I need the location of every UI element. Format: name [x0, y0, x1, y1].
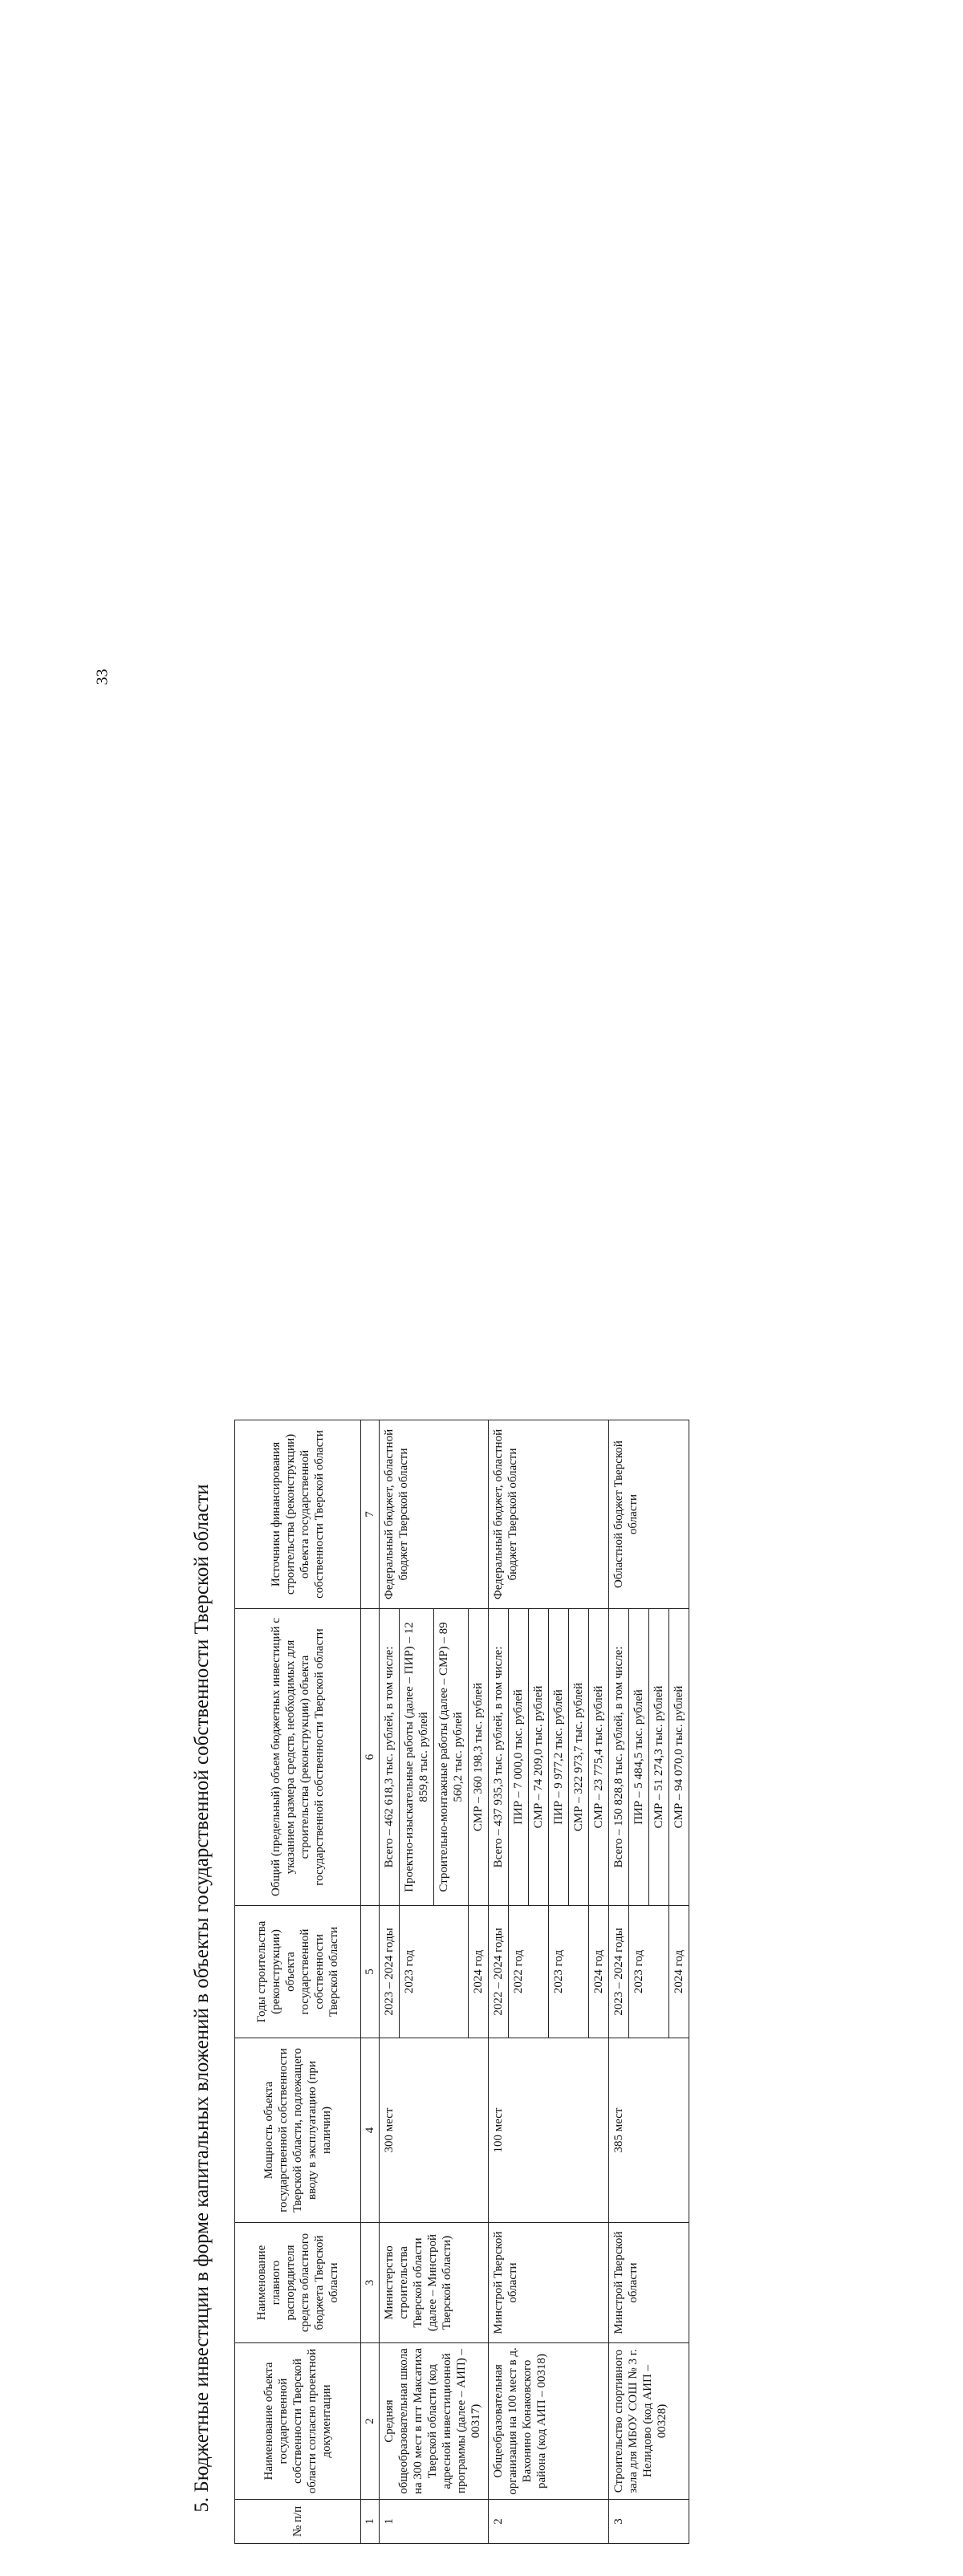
- amount-item: СМР – 23 775,4 тыс. рублей: [589, 1609, 609, 1906]
- page-title: 5. Бюджетные инвестиции в форме капитальных вложений в объекты государственной собственности Тверской области: [191, 1484, 213, 2513]
- total-amount: Всего – 462 618,3 тыс. рублей, в том числе:: [380, 1609, 400, 1906]
- year: 2023 год: [549, 1906, 589, 2038]
- amount-item: СМР – 322 973,7 тыс. рублей: [569, 1609, 589, 1906]
- page-number: 33: [93, 668, 112, 685]
- capacity: 300 мест: [380, 2038, 489, 2223]
- object-name: Средняя общеобразовательная школа на 300 мест в пгт Максатиха Тверской области (код адресной инвестиционной программы (далее – АИП) – 00317): [380, 2343, 489, 2500]
- header-cell: Общий (предельный) объем бюджетных инвестиций с указанием размера средств, необходимых для строительства (реконструкции) объекта государственной собственности Тверской области: [235, 1609, 361, 1906]
- column-number: 2: [361, 2343, 380, 2500]
- column-number: 7: [361, 1420, 380, 1609]
- year: 2024 год: [669, 1906, 689, 2038]
- capacity: 385 мест: [609, 2038, 689, 2223]
- column-number: 4: [361, 2038, 380, 2223]
- header-cell: Наименование объекта государственной собственности Тверской области согласно проектной документации: [235, 2343, 361, 2500]
- capacity: 100 мест: [489, 2038, 609, 2223]
- manager: Минстрой Тверской области: [609, 2223, 689, 2343]
- header-cell: Наименование главного распорядителя средств областного бюджета Тверской области: [235, 2223, 361, 2343]
- row-number: 2: [489, 2500, 609, 2544]
- amount-item: СМР – 94 070,0 тыс. рублей: [669, 1609, 689, 1906]
- header-cell: Источники финансирования строительства (реконструкции) объекта государственной собственности Тверской области: [235, 1420, 361, 1609]
- year: 2024 год: [469, 1906, 489, 2038]
- column-number: 3: [361, 2223, 380, 2343]
- table-row: [609, 1420, 629, 2544]
- year: 2023 год: [400, 1906, 469, 2038]
- amount-item: Строительно-монтажные работы (далее – СМР) – 89 560,2 тыс. рублей: [434, 1609, 469, 1906]
- header-cell: Годы строительства (реконструкции) объекта государственной собственности Тверской области: [235, 1906, 361, 2038]
- manager: Минстрой Тверской области: [489, 2223, 609, 2343]
- total-amount: Всего – 150 828,8 тыс. рублей, в том числе:: [609, 1609, 629, 1906]
- column-number: 5: [361, 1906, 380, 2038]
- funding-source: Федеральный бюджет, областной бюджет Тверской области: [489, 1420, 609, 1609]
- years-total: 2023 – 2024 годы: [609, 1906, 629, 2038]
- amount-item: ПИР – 5 484,5 тыс. рублей: [629, 1609, 649, 1906]
- column-number: 6: [361, 1609, 380, 1906]
- column-number-row: [361, 1420, 380, 2544]
- row-number: 1: [380, 2500, 489, 2544]
- amount-item: СМР – 51 274,3 тыс. рублей: [649, 1609, 669, 1906]
- funding-source: Областной бюджет Тверской области: [609, 1420, 689, 1609]
- rotated-page: [178, 1420, 963, 2576]
- object-name: Общеобразовательная организация на 100 мест в д. Вахонино Конаковского района (код АИП – 00318): [489, 2343, 609, 2500]
- year: 2023 год: [629, 1906, 669, 2038]
- header-row: [235, 1420, 361, 2544]
- row-number: 3: [609, 2500, 689, 2544]
- years-total: 2023 – 2024 годы: [380, 1906, 400, 2038]
- total-amount: Всего – 437 935,3 тыс. рублей, в том числе:: [489, 1609, 509, 1906]
- year: 2024 год: [589, 1906, 609, 2038]
- table-row: [380, 1420, 400, 2544]
- object-name: Строительство спортивного зала для МБОУ СОШ № 3 г. Нелидово (код АИП – 00328): [609, 2343, 689, 2500]
- funding-source: Федеральный бюджет, областной бюджет Тверской области: [380, 1420, 489, 1609]
- amount-item: ПИР – 7 000,0 тыс. рублей: [509, 1609, 529, 1906]
- amount-item: СМР – 360 198,3 тыс. рублей: [469, 1609, 489, 1906]
- manager: Министерство строительства Тверской области (далее – Минстрой Тверской области): [380, 2223, 489, 2343]
- years-total: 2022 – 2024 годы: [489, 1906, 509, 2038]
- amount-item: Проектно-изыскательные работы (далее – ПИР) – 12 859,8 тыс. рублей: [400, 1609, 434, 1906]
- investments-table: [234, 1420, 689, 2544]
- amount-item: СМР – 74 209,0 тыс. рублей: [529, 1609, 549, 1906]
- header-cell: № п/п: [235, 2500, 361, 2544]
- year: 2022 год: [509, 1906, 549, 2038]
- header-cell: Мощность объекта государственной собственности Тверской области, подлежащего вводу в эксплуатацию (при наличии): [235, 2038, 361, 2223]
- table-row: [489, 1420, 509, 2544]
- amount-item: ПИР – 9 977,2 тыс. рублей: [549, 1609, 569, 1906]
- column-number: 1: [361, 2500, 380, 2544]
